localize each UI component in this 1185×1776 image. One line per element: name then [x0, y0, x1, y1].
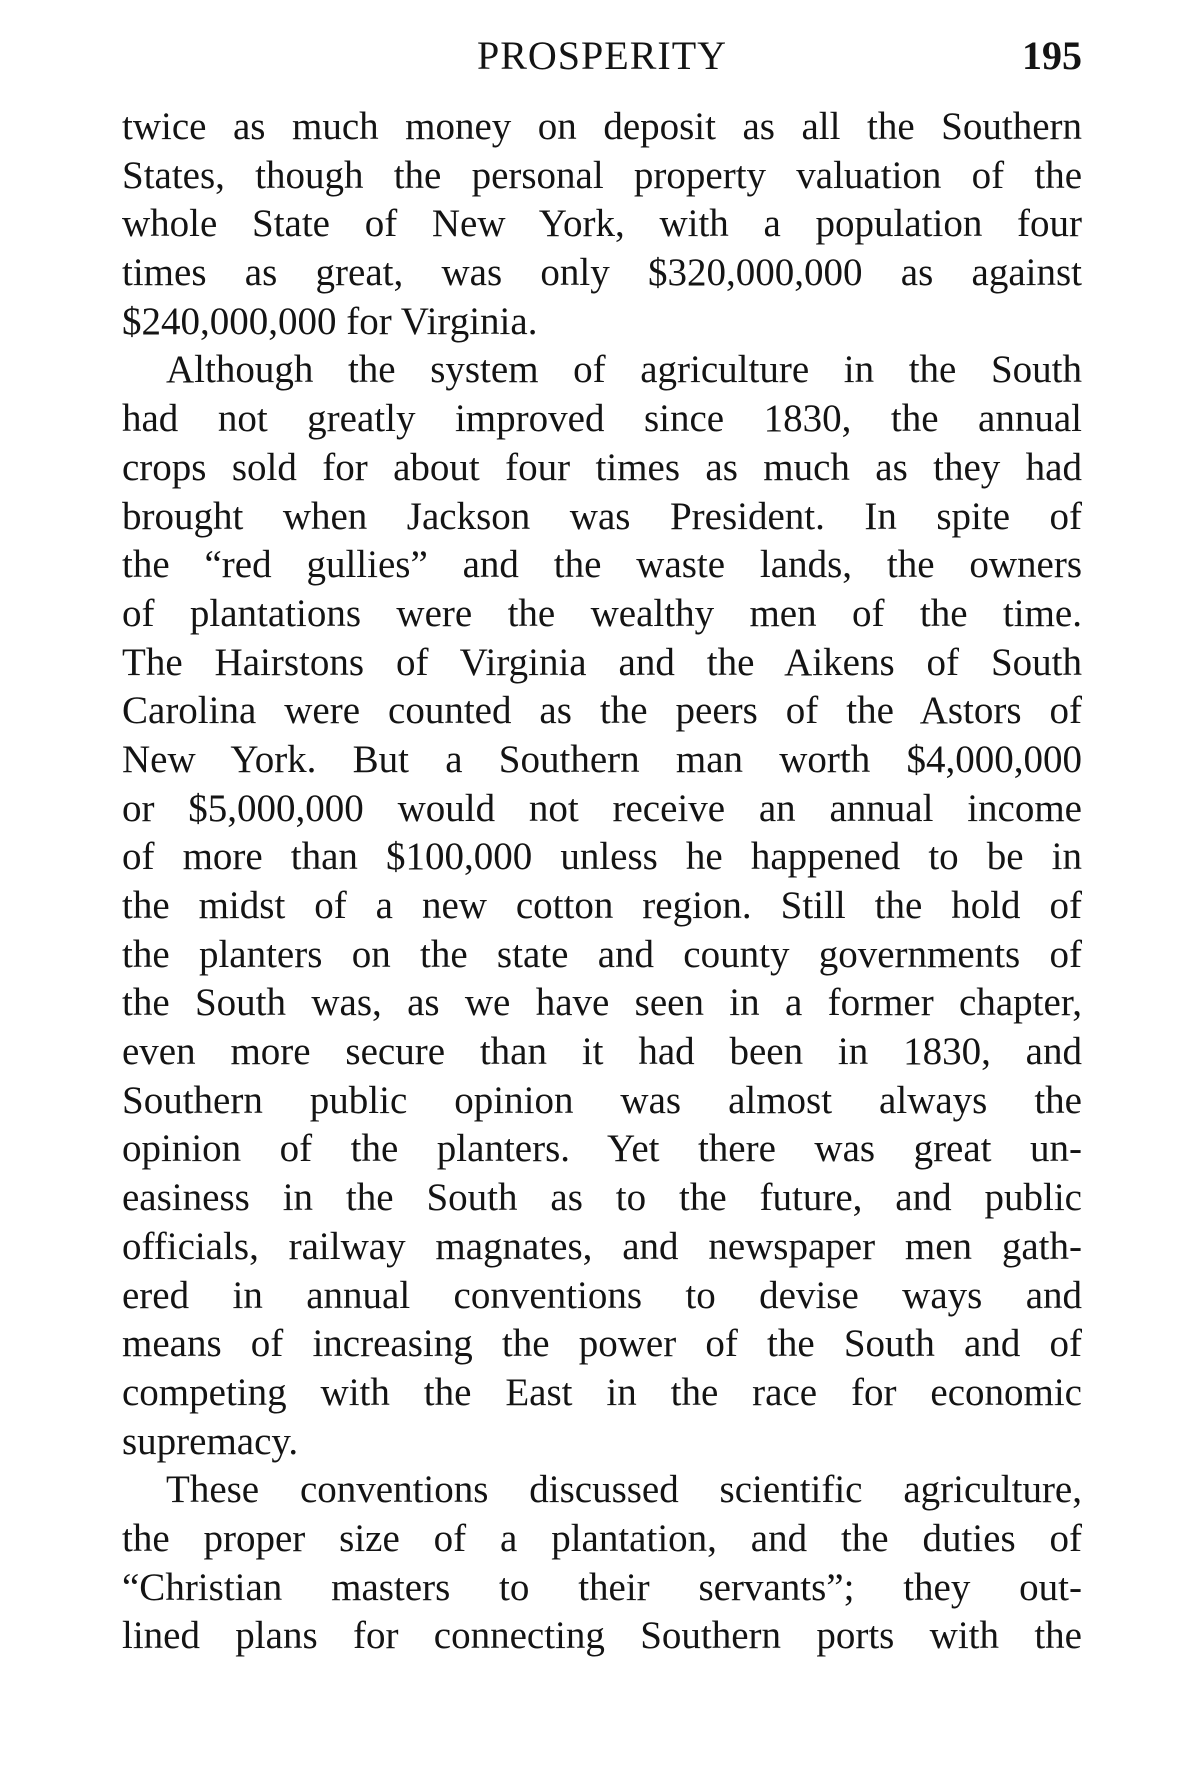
text-line: officials, railway magnates, and newspaper men gath- — [122, 1224, 1082, 1268]
text-line: means of increasing the power of the South and of — [122, 1322, 1082, 1366]
text-line: the proper size of a plantation, and the duties of — [122, 1516, 1082, 1560]
text-line: Southern public opinion was almost always the — [122, 1078, 1082, 1122]
text-line: Carolina were counted as the peers of the Astors of — [122, 689, 1082, 733]
text-line: crops sold for about four times as much as they had — [122, 445, 1082, 489]
page-number: 195 — [1022, 33, 1082, 78]
text-line: had not greatly improved since 1830, the annual — [122, 397, 1082, 441]
text-line: States, though the personal property valuation of the — [122, 153, 1082, 197]
text-line: lined plans for connecting Southern ports with the — [122, 1614, 1082, 1658]
text-line: of more than $100,000 unless he happened to be in — [122, 835, 1082, 879]
text-line: “Christian masters to their servants”; they out- — [122, 1565, 1082, 1609]
text-line: twice as much money on deposit as all the Southern — [122, 105, 1082, 148]
text-line: the South was, as we have seen in a former chapter, — [122, 981, 1082, 1025]
text-line: supremacy. — [122, 1419, 299, 1463]
text-line: times as great, was only $320,000,000 as against — [122, 251, 1082, 295]
running-title: PROSPERITY — [476, 33, 728, 78]
text-line: ered in annual conventions to devise ways and — [122, 1273, 1082, 1317]
text-line: whole State of New York, with a population four — [122, 202, 1082, 246]
text-line: These conventions discussed scientific agriculture, — [166, 1468, 1082, 1512]
text-line: $240,000,000 for Virginia. — [122, 299, 538, 343]
text-line: the “red gullies” and the waste lands, the owners — [122, 543, 1082, 587]
text-line: of plantations were the wealthy men of the time. — [122, 591, 1082, 635]
text-line: Although the system of agriculture in the South — [166, 348, 1082, 392]
text-line: the midst of a new cotton region. Still the hold of — [122, 884, 1082, 927]
body-text — [122, 103, 1082, 1661]
text-line: brought when Jackson was President. In spite of — [122, 494, 1082, 538]
text-line: easiness in the South as to the future, and public — [122, 1176, 1082, 1220]
text-line: New York. But a Southern man worth $4,000,000 — [122, 737, 1082, 781]
running-head — [122, 28, 1082, 84]
text-line: or $5,000,000 would not receive an annual income — [122, 786, 1082, 830]
text-line: even more secure than it had been in 1830, and — [122, 1030, 1082, 1074]
text-line: The Hairstons of Virginia and the Aikens of South — [122, 640, 1082, 684]
text-line: the planters on the state and county governments of — [122, 932, 1082, 976]
text-line: competing with the East in the race for economic — [122, 1370, 1082, 1414]
text-line: opinion of the planters. Yet there was great un- — [122, 1127, 1082, 1171]
